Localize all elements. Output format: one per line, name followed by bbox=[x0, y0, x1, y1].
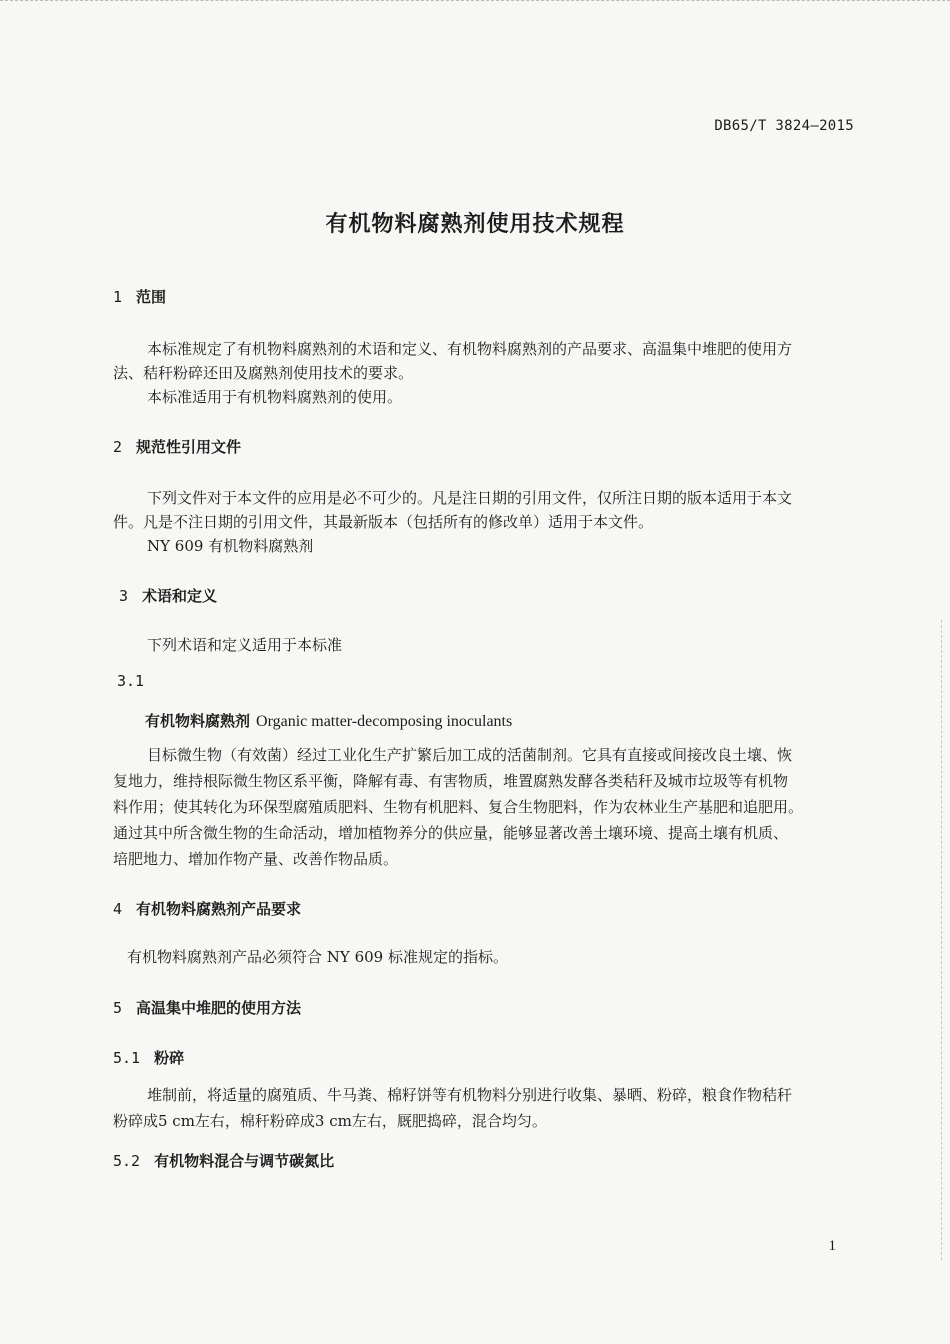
section-number: 2 bbox=[113, 438, 123, 456]
section-number: 4 bbox=[113, 900, 123, 918]
paragraph-line: 粉碎成5 cm左右，棉秆粉碎成3 cm左右，厩肥捣碎，混合均匀。 bbox=[113, 1112, 547, 1130]
section-title: 术语和定义 bbox=[142, 587, 218, 605]
paragraph-line: 本标准规定了有机物料腐熟剂的术语和定义、有机物料腐熟剂的产品要求、高温集中堆肥的使用方 bbox=[147, 340, 793, 358]
paragraph-line: 堆制前，将适量的腐殖质、牛马粪、棉籽饼等有机物料分别进行收集、暴晒、粉碎，粮食作物秸秆 bbox=[147, 1086, 793, 1104]
section-heading-5-1 bbox=[113, 1047, 184, 1068]
section-number: 5 bbox=[113, 999, 123, 1017]
paragraph-line: 通过其中所含微生物的生命活动，增加植物养分的供应量，能够显著改善土壤环境、提高土壤有机质、 bbox=[113, 824, 789, 842]
paragraph-line: 本标准适用于有机物料腐熟剂的使用。 bbox=[147, 388, 403, 406]
section-number: 1 bbox=[113, 288, 123, 306]
section-title: 高温集中堆肥的使用方法 bbox=[136, 999, 302, 1017]
paragraph-line: 有机物料腐熟剂产品必须符合 NY 609 标准规定的指标。 bbox=[127, 948, 508, 966]
section-title: 有机物料混合与调节碳氮比 bbox=[154, 1152, 335, 1170]
section-title: 粉碎 bbox=[154, 1049, 185, 1067]
page-number: 1 bbox=[828, 1238, 836, 1254]
section-number: 5.2 bbox=[113, 1152, 141, 1170]
term-entry bbox=[145, 710, 512, 731]
section-heading-4 bbox=[113, 898, 301, 919]
paragraph-line: 培肥地力、增加作物产量、改善作物品质。 bbox=[113, 850, 399, 868]
term-english: Organic matter-decomposing inoculants bbox=[256, 713, 513, 730]
paragraph-line: 件。凡是不注日期的引用文件，其最新版本（包括所有的修改单）适用于本文件。 bbox=[113, 513, 654, 531]
scan-edge-right bbox=[941, 620, 944, 1260]
paragraph-line: 下列文件对于本文件的应用是必不可少的。凡是注日期的引用文件，仅所注日期的版本适用于本文 bbox=[147, 489, 793, 507]
section-number: 5.1 bbox=[113, 1049, 141, 1067]
paragraph-line: 目标微生物（有效菌）经过工业化生产扩繁后加工成的活菌制剂。它具有直接或间接改良土壤、恢 bbox=[147, 746, 793, 764]
section-heading-5 bbox=[113, 997, 301, 1018]
scan-edge-top bbox=[0, 0, 950, 7]
section-number: 3.1 bbox=[117, 672, 145, 690]
section-heading-2 bbox=[113, 436, 241, 457]
document-title: 有机物料腐熟剂使用技术规程 bbox=[325, 212, 625, 237]
section-heading-1 bbox=[113, 286, 166, 307]
paragraph-line: NY 609 有机物料腐熟剂 bbox=[147, 537, 314, 555]
section-title: 有机物料腐熟剂产品要求 bbox=[136, 900, 302, 918]
section-title: 范围 bbox=[136, 288, 167, 306]
term-chinese: 有机物料腐熟剂 bbox=[145, 712, 251, 730]
section-heading-5-2 bbox=[113, 1150, 334, 1171]
section-heading-3 bbox=[119, 585, 217, 606]
paragraph-line: 料作用；使其转化为环保型腐殖质肥料、生物有机肥料、复合生物肥料，作为农林业生产基肥和追肥用。 bbox=[113, 798, 804, 816]
paragraph-line: 下列术语和定义适用于本标准 bbox=[147, 636, 343, 654]
section-number: 3 bbox=[119, 587, 129, 605]
section-heading-3-1 bbox=[117, 672, 158, 690]
document-code: DB65/T 3824—2015 bbox=[714, 118, 854, 134]
paragraph-line: 法、秸秆粉碎还田及腐熟剂使用技术的要求。 bbox=[113, 364, 414, 382]
paragraph-line: 复地力，维持根际微生物区系平衡，降解有毒、有害物质，堆置腐熟发酵各类秸秆及城市垃圾等有机物 bbox=[113, 772, 789, 790]
section-title: 规范性引用文件 bbox=[136, 438, 242, 456]
